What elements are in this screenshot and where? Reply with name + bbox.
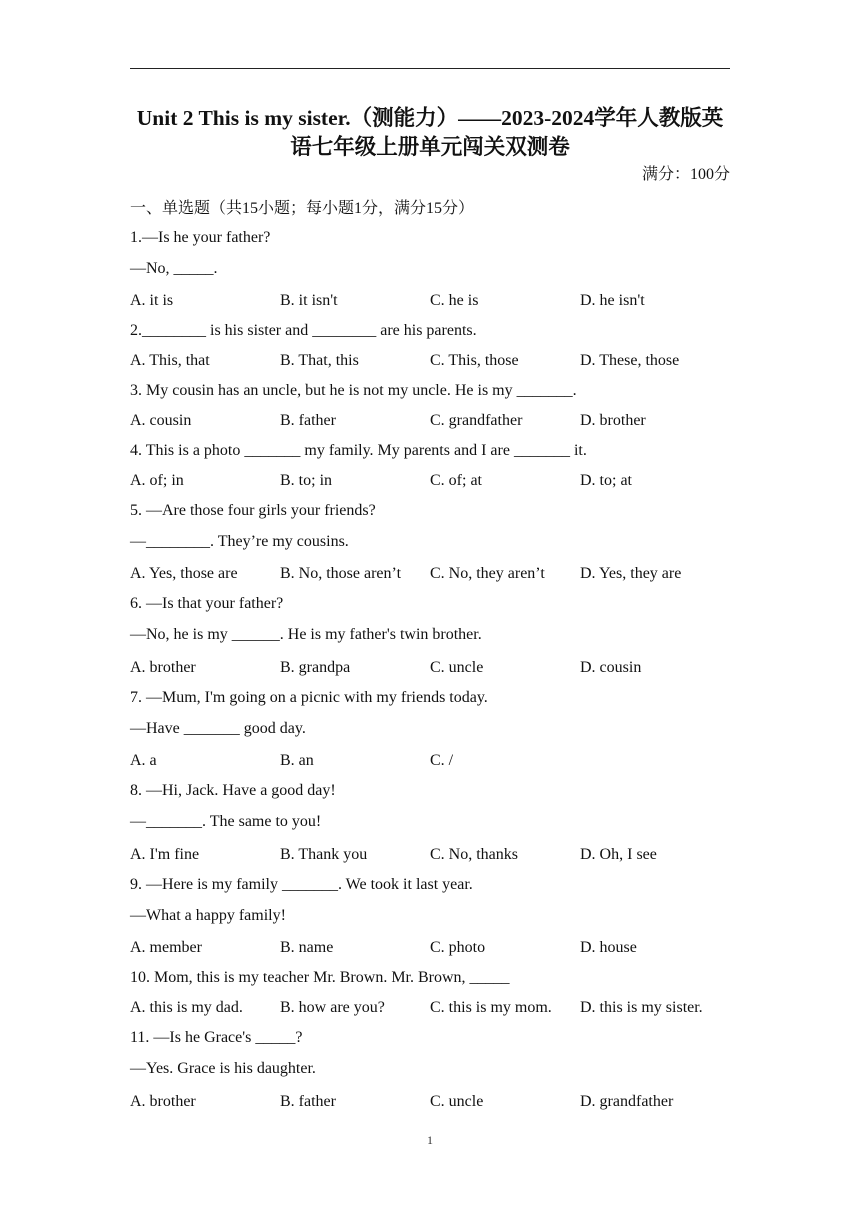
option-c[interactable]: C. he is [430, 292, 479, 309]
header-rule [130, 68, 730, 69]
option-c[interactable]: C. uncle [430, 659, 484, 676]
page-number: 1 [427, 1133, 433, 1147]
option-b[interactable]: B. name [280, 939, 334, 956]
question-6-stem: 6. —Is that your father? [130, 595, 284, 612]
title-line-1: Unit 2 This is my sister.（测能力）——2023-2024学年人教版英 [136, 106, 724, 130]
option-b[interactable]: B. Thank you [280, 846, 368, 863]
option-c[interactable]: C. photo [430, 939, 486, 956]
question-11-reply: —Yes. Grace is his daughter. [130, 1060, 316, 1077]
option-d[interactable]: D. brother [580, 412, 646, 429]
option-b[interactable]: B. an [280, 752, 314, 769]
option-b[interactable]: B. it isn't [280, 292, 338, 309]
option-d[interactable]: D. These, those [580, 352, 680, 369]
question-11-options [130, 1093, 730, 1115]
question-5-reply: —________. They’re my cousins. [130, 533, 349, 550]
question-9-options [130, 939, 730, 961]
title-line-2: 语七年级上册单元闯关双测卷 [290, 135, 570, 159]
option-b[interactable]: B. to; in [280, 472, 333, 489]
question-8-stem: 8. —Hi, Jack. Have a good day! [130, 782, 336, 799]
section-heading: 一、单选题（共15小题；每小题1分，满分15分） [130, 200, 475, 217]
option-c[interactable]: C. / [430, 752, 454, 769]
question-9-reply: —What a happy family! [130, 907, 286, 924]
option-d[interactable]: D. grandfather [580, 1093, 674, 1110]
option-a[interactable]: A. brother [130, 1093, 196, 1110]
option-c[interactable]: C. grandfather [430, 412, 523, 429]
question-1-stem: 1.—Is he your father? [130, 229, 271, 246]
option-a[interactable]: A. of; in [130, 472, 184, 489]
question-11-stem: 11. —Is he Grace's _____? [130, 1029, 303, 1046]
total-score: 满分：100分 [641, 166, 730, 183]
option-d[interactable]: D. Oh, I see [580, 846, 657, 863]
option-a[interactable]: A. Yes, those are [130, 565, 238, 582]
question-5-options [130, 565, 730, 587]
option-b[interactable]: B. No, those aren’t [280, 565, 402, 582]
option-b[interactable]: B. That, this [280, 352, 359, 369]
question-3-stem: 3. My cousin has an uncle, but he is not my uncle. He is my _______. [130, 382, 577, 399]
option-d[interactable]: D. this is my sister. [580, 999, 703, 1016]
option-c[interactable]: C. of; at [430, 472, 482, 489]
option-d[interactable]: D. to; at [580, 472, 632, 489]
question-7-options [130, 752, 730, 774]
question-7-stem: 7. —Mum, I'm going on a picnic with my friends today. [130, 689, 488, 706]
option-a[interactable]: A. a [130, 752, 157, 769]
question-8-options [130, 846, 730, 868]
option-c[interactable]: C. This, those [430, 352, 519, 369]
option-a[interactable]: A. member [130, 939, 202, 956]
option-d[interactable]: D. Yes, they are [580, 565, 682, 582]
question-10-options [130, 999, 730, 1021]
option-c[interactable]: C. No, they aren’t [430, 565, 545, 582]
question-9-stem: 9. —Here is my family _______. We took it last year. [130, 876, 473, 893]
question-10-stem: 10. Mom, this is my teacher Mr. Brown. Mr. Brown, _____ [130, 969, 510, 986]
option-b[interactable]: B. father [280, 412, 336, 429]
option-a[interactable]: A. this is my dad. [130, 999, 243, 1016]
document-title [120, 104, 740, 162]
option-a[interactable]: A. This, that [130, 352, 210, 369]
question-7-reply: —Have _______ good day. [130, 720, 306, 737]
question-1-reply: —No, _____. [130, 260, 218, 277]
option-d[interactable]: D. house [580, 939, 637, 956]
option-d[interactable]: D. he isn't [580, 292, 645, 309]
option-d[interactable]: D. cousin [580, 659, 642, 676]
question-2-stem: 2.________ is his sister and ________ are his parents. [130, 322, 477, 339]
option-c[interactable]: C. uncle [430, 1093, 484, 1110]
question-5-stem: 5. —Are those four girls your friends? [130, 502, 376, 519]
question-2-options [130, 352, 730, 374]
question-4-stem: 4. This is a photo _______ my family. My parents and I are _______ it. [130, 442, 587, 459]
option-b[interactable]: B. father [280, 1093, 336, 1110]
option-a[interactable]: A. brother [130, 659, 196, 676]
option-c[interactable]: C. this is my mom. [430, 999, 552, 1016]
question-3-options [130, 412, 730, 434]
question-4-options [130, 472, 730, 494]
question-8-reply: —_______. The same to you! [130, 813, 322, 830]
option-b[interactable]: B. grandpa [280, 659, 351, 676]
question-6-reply: —No, he is my ______. He is my father's twin brother. [130, 626, 482, 643]
question-1-options [130, 292, 730, 314]
question-6-options [130, 659, 730, 681]
option-a[interactable]: A. it is [130, 292, 174, 309]
option-b[interactable]: B. how are you? [280, 999, 385, 1016]
option-a[interactable]: A. cousin [130, 412, 192, 429]
option-a[interactable]: A. I'm fine [130, 846, 200, 863]
option-c[interactable]: C. No, thanks [430, 846, 518, 863]
